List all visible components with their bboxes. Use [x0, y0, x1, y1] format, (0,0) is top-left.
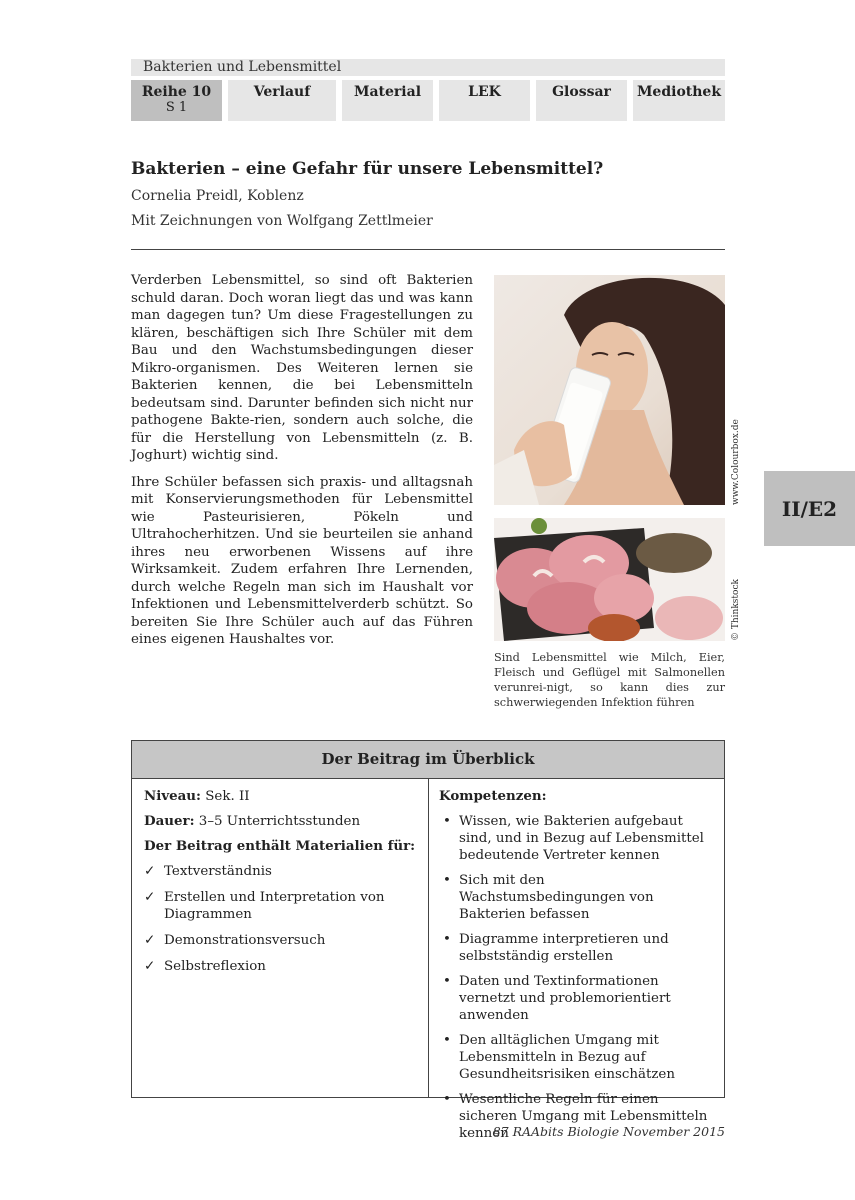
- list-item: [439, 1032, 714, 1083]
- photo-caption: Sind Lebensmittel wie Milch, Eier, Fleisch und Geflügel mit Salmonellen verunrei-nigt, so kann dies zur schwerwiegenden Infektion führen: [494, 651, 725, 709]
- check-icon: ✓: [144, 890, 156, 905]
- list-item: [439, 931, 714, 965]
- bullet-icon: •: [443, 1033, 451, 1048]
- milk-drinking-photo: [494, 275, 725, 505]
- niveau-value: Sek. II: [200, 789, 250, 804]
- tab-mediothek[interactable]: [633, 80, 725, 121]
- competence-text: Den alltäglichen Umgang mit Lebensmitteln in Bezug auf Gesundheitsrisiken einschätzen: [459, 1033, 675, 1082]
- check-icon: ✓: [144, 933, 156, 948]
- photo-credit-colourbox: www.Colourbox.de: [731, 419, 741, 505]
- list-item: [144, 889, 416, 923]
- material-text: Selbstreflexion: [164, 959, 266, 974]
- milk-drinking-illustration: [494, 275, 725, 505]
- tab-glossar[interactable]: [536, 80, 627, 121]
- dauer-label: Dauer:: [144, 813, 195, 829]
- material-text: Demonstrationsversuch: [164, 933, 326, 948]
- competence-text: Wesentliche Regeln für einen sicheren Umgang mit Lebensmitteln kennen: [459, 1092, 708, 1141]
- intro-paragraph-2: Ihre Schüler befassen sich praxis- und alltagsnah mit Konservierungsmethoden für Lebensmittel wie Pasteurisieren, Pökeln und Ultrahocherhitzen. Und sie beurteilen sie anhand ihres neu erworbenen Wissens auf ihre Wirksamkeit. Zudem erfahren Ihre Lernenden, durch welche Regeln man sich im Haushalt vor Infektionen und Lebensmittelverderb schützt. So bereiten Sie Ihre Schüler auch auf das Führen eines eigenen Haushaltes vor.: [131, 474, 473, 647]
- bullet-icon: •: [443, 1092, 451, 1107]
- material-text: Erstellen und Interpretation von Diagrammen: [164, 890, 385, 922]
- photo-credit-thinkstock: © Thinkstock: [731, 579, 741, 641]
- intro-text: [131, 272, 473, 658]
- title-divider: [131, 249, 725, 250]
- competence-text: Diagramme interpretieren und selbstständig erstellen: [459, 932, 669, 964]
- bullet-icon: •: [443, 974, 451, 989]
- tab-lek-label: LEK: [468, 84, 501, 100]
- bullet-icon: •: [443, 873, 451, 888]
- list-item: [144, 932, 416, 949]
- tab-lek[interactable]: [439, 80, 530, 121]
- dauer-line: [144, 813, 416, 830]
- check-icon: ✓: [144, 959, 156, 974]
- tab-glossar-label: Glossar: [552, 84, 611, 100]
- niveau-line: [144, 788, 416, 805]
- series-title-bar: [131, 59, 725, 76]
- article-illustrator: Mit Zeichnungen von Wolfgang Zettlmeier: [131, 213, 433, 229]
- list-item: [144, 958, 416, 975]
- niveau-label: Niveau:: [144, 788, 201, 804]
- list-item: [439, 973, 714, 1024]
- tab-material-label: Material: [353, 84, 422, 100]
- article-title: Bakterien – eine Gefahr für unsere Lebensmittel?: [131, 159, 604, 179]
- list-item: [439, 872, 714, 923]
- tab-reihe-sub: S 1: [165, 100, 188, 115]
- tab-reihe[interactable]: [131, 80, 222, 121]
- bullet-icon: •: [443, 932, 451, 947]
- competence-text: Wissen, wie Bakterien aufgebaut sind, und in Bezug auf Lebensmittel bedeutende Vertreter kennen: [459, 814, 704, 863]
- section-tab: II/E2: [764, 471, 855, 546]
- raw-meat-illustration: [494, 518, 725, 641]
- material-text: Textverständnis: [164, 864, 272, 879]
- tab-verlauf-label: Verlauf: [253, 84, 311, 100]
- competence-text: Sich mit den Wachstumsbedingungen von Bakterien befassen: [459, 873, 654, 922]
- overview-left-column: [132, 778, 429, 1097]
- check-icon: ✓: [144, 864, 156, 879]
- bullet-icon: •: [443, 814, 451, 829]
- page-footer: 87 RAAbits Biologie November 2015: [492, 1124, 725, 1139]
- tab-reihe-label: Reihe 10: [141, 84, 212, 100]
- overview-heading: Der Beitrag im Überblick: [132, 741, 724, 779]
- list-item: [144, 863, 416, 880]
- materials-list: [144, 863, 416, 975]
- dauer-value: 3–5 Unterrichtsstunden: [194, 814, 361, 829]
- raw-meat-photo: [494, 518, 725, 641]
- materials-heading: Der Beitrag enthält Materialien für:: [144, 838, 416, 854]
- article-author: Cornelia Preidl, Koblenz: [131, 188, 304, 204]
- series-title: Bakterien und Lebensmittel: [143, 59, 342, 75]
- list-item: [439, 813, 714, 864]
- tab-material[interactable]: [342, 80, 433, 121]
- tab-mediothek-label: Mediothek: [636, 84, 722, 100]
- competences-heading: Kompetenzen:: [439, 788, 547, 804]
- tab-verlauf[interactable]: [228, 80, 336, 121]
- competence-text: Daten und Textinformationen vernetzt und problemorientiert anwenden: [459, 974, 671, 1023]
- competences-list: [439, 813, 714, 1142]
- intro-paragraph-1: Verderben Lebensmittel, so sind oft Bakterien schuld daran. Doch woran liegt das und was kann man dagegen tun? Um diese Fragestellungen zu klären, beschäftigen sich Ihre Schüler mit dem Bau und den Wachstumsbedingungen dieser Mikro-organismen. Des Weiteren lernen sie Bakterien kennen, die bei Lebensmitteln bedeutsam sind. Darunter befinden sich nicht nur pathogene Bakte-rien, sondern auch solche, die für die Herstellung von Lebensmitteln (z. B. Joghurt) wichtig sind.: [131, 273, 473, 463]
